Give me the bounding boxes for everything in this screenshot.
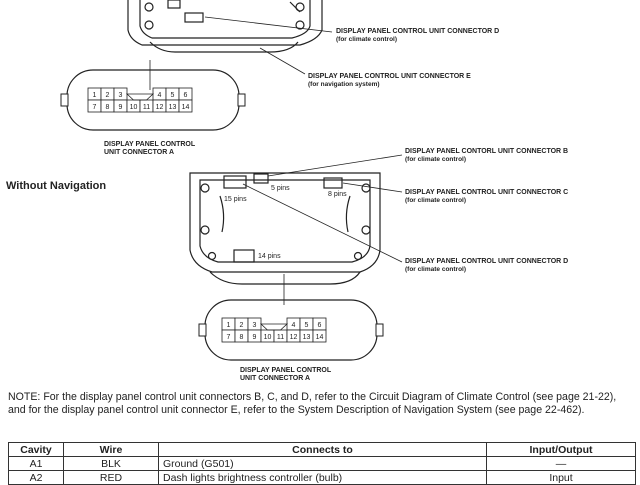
header-input-output: Input/Output: [487, 443, 636, 457]
bottom-connector-a-pin-8: 8: [239, 334, 244, 341]
note-text: NOTE: For the display panel control unit connectors B, C, and D, refer to the Circuit Diagram of Climate Control (see page 21-22), and for the display panel control unit connector E, refer to the System Description of Navigation System (see page 22-462).: [8, 391, 617, 416]
top-connector-d-sub: (for climate control): [336, 36, 398, 43]
header-connects-to: Connects to: [159, 443, 487, 457]
pinout-table: [8, 442, 636, 485]
bottom-connector-a-pin-5: 5: [304, 322, 309, 329]
bottom-connector-b-label: DISPLAY PANEL CONTORL UNIT CONNECTOR B: [405, 148, 569, 155]
bottom-connector-a-pin-6: 6: [317, 322, 322, 329]
section-title: Without Navigation: [6, 180, 107, 192]
bottom-connector-c-label: DISPLAY PANEL CONTROL UNIT CONNECTOR C: [405, 189, 569, 196]
bottom-connector-a-pin-14: 14: [315, 334, 324, 341]
top-connector-a-pins: [88, 88, 192, 112]
bottom-connector-a-label-2: UNIT CONNECTOR A: [240, 375, 310, 382]
header-cavity: Cavity: [9, 443, 64, 457]
bottom-connector-a-pin-7: 7: [226, 334, 231, 341]
bottom-connector-c-sub: (for climate control): [405, 197, 467, 204]
bottom-connector-a-pin-11: 11: [276, 334, 285, 341]
bottom-connector-a-pins: [222, 318, 326, 342]
cavity-cell: A2: [9, 471, 64, 485]
wire-cell: RED: [64, 471, 159, 485]
io-cell: —: [487, 457, 636, 471]
bottom-connector-b-sub: (for climate control): [405, 156, 467, 163]
top-connector-a-pin-14: 14: [181, 104, 190, 111]
bottom-connector-a-pin-12: 12: [289, 334, 298, 341]
top-connector-a-pin-9: 9: [118, 104, 123, 111]
bottom-connector-a-pin-2: 2: [239, 322, 244, 329]
bottom-connector-d-sub: (for climate control): [405, 266, 467, 273]
bottom-connector-a-pin-1: 1: [226, 322, 231, 329]
bottom-connector-a-keyway: [261, 324, 287, 330]
io-cell: Input: [487, 471, 636, 485]
top-connector-a-pin-2: 2: [105, 92, 110, 99]
bottom-connector-a-label-1: DISPLAY PANEL CONTROL: [240, 367, 332, 374]
top-connector-a-keyway: [127, 94, 153, 100]
top-connector-a-pin-10: 10: [129, 104, 138, 111]
table-header-row: [9, 443, 636, 457]
top-connector-a-pin-13: 13: [168, 104, 177, 111]
top-connector-e-sub: (for navigation system): [308, 81, 380, 88]
bottom-connector-a-pin-13: 13: [302, 334, 311, 341]
top-connector-a-pin-4: 4: [157, 92, 162, 99]
bottom-connector-d-label: DISPLAY PANEL CONTROL UNIT CONNECTOR D: [405, 258, 569, 265]
top-connector-e-label: DISPLAY PANEL CONTROL UNIT CONNECTOR E: [308, 73, 471, 80]
connects-cell: Ground (G501): [159, 457, 487, 471]
top-connector-a-face: [61, 70, 245, 130]
pins-14-label: 14 pins: [258, 253, 281, 260]
top-connector-a-pin-6: 6: [183, 92, 188, 99]
top-connector-a-label-1: DISPLAY PANEL CONTROL: [104, 141, 196, 148]
top-connector-a-pin-1: 1: [92, 92, 97, 99]
bottom-connector-a-pin-4: 4: [291, 322, 296, 329]
top-connector-a-pin-7: 7: [92, 104, 97, 111]
top-connector-d-label: DISPLAY PANEL CONTROL UNIT CONNECTOR D: [336, 28, 500, 35]
top-display-unit: [128, 0, 322, 52]
pins-8-label: 8 pins: [328, 191, 347, 198]
wire-cell: BLK: [64, 457, 159, 471]
pins-15-label: 15 pins: [224, 196, 247, 203]
connects-cell: Dash lights brightness controller (bulb): [159, 471, 487, 485]
table-row: [9, 471, 636, 485]
top-connector-a-label-2: UNIT CONNECTOR A: [104, 149, 174, 156]
bottom-connector-a-face: [199, 300, 383, 360]
top-connector-a-pin-8: 8: [105, 104, 110, 111]
top-connector-a-pin-11: 11: [142, 104, 151, 111]
bottom-connector-a-pin-9: 9: [252, 334, 257, 341]
table-row: [9, 457, 636, 471]
top-connector-a-pin-3: 3: [118, 92, 123, 99]
top-connector-a-pin-12: 12: [155, 104, 164, 111]
cavity-cell: A1: [9, 457, 64, 471]
top-connector-a-pin-5: 5: [170, 92, 175, 99]
bottom-connector-a-pin-3: 3: [252, 322, 257, 329]
header-wire: Wire: [64, 443, 159, 457]
bottom-connector-a-pin-10: 10: [263, 334, 272, 341]
pins-5-label: 5 pins: [271, 185, 290, 192]
